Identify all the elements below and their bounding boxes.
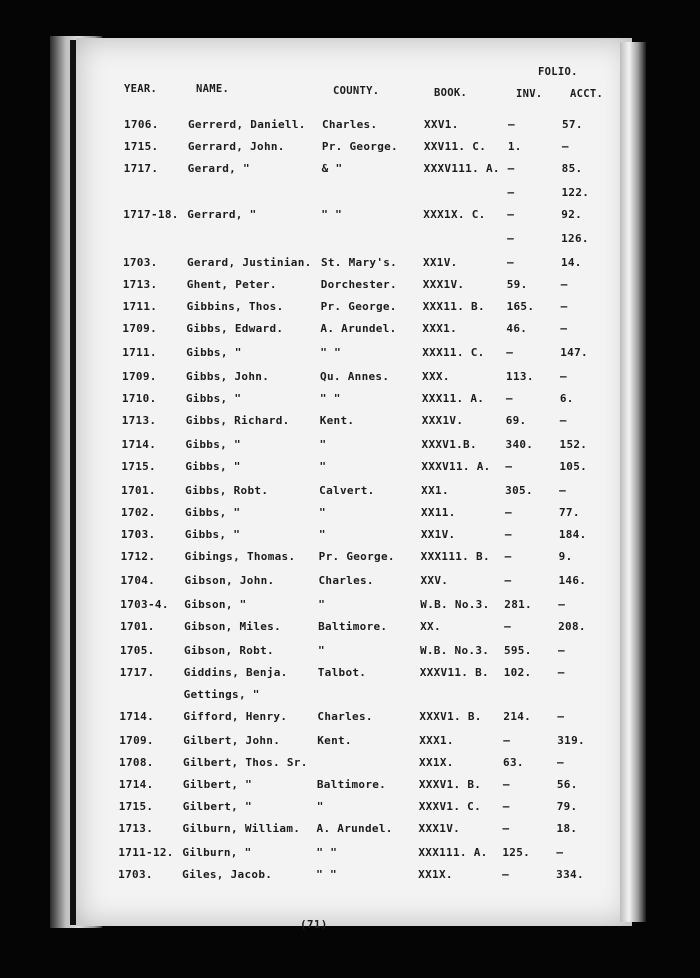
header-name: NAME. bbox=[196, 83, 230, 95]
cell-book: XX. bbox=[420, 620, 441, 633]
cell-acct: 77. bbox=[559, 506, 580, 519]
cell-county: Baltimore. bbox=[316, 778, 387, 791]
cell-inv: 63. bbox=[503, 756, 524, 769]
cell-year: 1706. bbox=[124, 118, 159, 131]
cell-year: 1703. bbox=[122, 256, 158, 269]
cell-county: " bbox=[319, 460, 327, 473]
cell-year: 1701. bbox=[120, 620, 155, 633]
cell-inv: 165. bbox=[506, 300, 535, 313]
cell-county: " bbox=[318, 598, 326, 611]
header-county: COUNTY. bbox=[333, 85, 380, 97]
cell-year: 1711. bbox=[122, 300, 158, 313]
cell-acct: 105. bbox=[559, 460, 588, 473]
cell-year: 1714. bbox=[119, 710, 155, 723]
cell-name: Gibbs, " bbox=[185, 506, 241, 519]
cell-acct: — bbox=[557, 644, 565, 657]
cell-acct: — bbox=[559, 484, 567, 497]
cell-acct: — bbox=[558, 598, 566, 611]
cell-book: XXX1. bbox=[419, 734, 454, 747]
cell-name: Gibbs, " bbox=[185, 460, 241, 473]
cell-name: Ghent, Peter. bbox=[186, 278, 277, 291]
cell-inv: 46. bbox=[506, 322, 528, 335]
cell-acct: — bbox=[557, 666, 565, 679]
cell-year: 1715. bbox=[121, 460, 156, 473]
cell-book: XXX111. A. bbox=[418, 846, 488, 859]
cell-name: Giles, Jacob. bbox=[182, 868, 273, 881]
cell-book: XXXV111. A. bbox=[423, 162, 500, 175]
cell-name: Gerard, Justinian. bbox=[186, 256, 312, 269]
cell-acct: 18. bbox=[556, 822, 578, 835]
cell-book: XX1V. bbox=[420, 528, 456, 541]
cell-year: 1717-18. bbox=[123, 208, 179, 221]
cell-book: XXX. bbox=[422, 370, 450, 383]
cell-county: " " bbox=[316, 846, 338, 859]
cell-name: Gibbs, Robt. bbox=[185, 484, 269, 497]
cell-year: 1703-4. bbox=[120, 598, 169, 611]
cell-inv: 59. bbox=[506, 278, 528, 291]
cell-book: W.B. No.3. bbox=[420, 598, 490, 611]
cell-acct: 334. bbox=[556, 868, 584, 881]
cell-name: Gerard, " bbox=[187, 162, 250, 175]
cell-acct: 146. bbox=[558, 574, 587, 587]
cell-year: 1715. bbox=[118, 800, 154, 813]
cell-book: XXX1. bbox=[422, 322, 458, 335]
cell-name: Gibbins, Thos. bbox=[186, 300, 284, 313]
cell-name: Giddins, Benja. bbox=[183, 666, 288, 679]
header-year: YEAR. bbox=[124, 83, 158, 95]
cell-inv: — bbox=[507, 232, 515, 245]
cell-name: Gerrard, John. bbox=[187, 140, 285, 153]
cell-book: XXXV1.B. bbox=[421, 438, 477, 451]
cell-book: XXX111. B. bbox=[420, 550, 490, 563]
page-number: (71) bbox=[300, 918, 328, 931]
cell-county: " bbox=[319, 506, 326, 519]
cell-book: XXX1X. C. bbox=[423, 208, 486, 221]
cell-county: St. Mary's. bbox=[320, 256, 398, 269]
cell-year: 1712. bbox=[120, 550, 156, 563]
cell-year: 1713. bbox=[118, 822, 154, 835]
cell-name: Gibbs, " bbox=[185, 392, 242, 405]
cell-name: Gilbert, " bbox=[182, 800, 252, 813]
cell-inv: 281. bbox=[504, 598, 532, 611]
cell-inv: 125. bbox=[502, 846, 531, 859]
cell-inv: 69. bbox=[505, 414, 527, 427]
cell-inv: — bbox=[506, 346, 514, 359]
cell-book: XXX1V. bbox=[418, 822, 461, 835]
cell-year: 1703. bbox=[118, 868, 153, 881]
cell-inv: 214. bbox=[503, 710, 532, 723]
cell-acct: 14. bbox=[560, 256, 582, 269]
cell-name: Gilburn, " bbox=[182, 846, 252, 859]
cell-inv: — bbox=[507, 186, 515, 199]
cell-book: XXXV1. C. bbox=[418, 800, 482, 813]
cell-acct: — bbox=[561, 140, 569, 153]
cell-name: Gibson, Robt. bbox=[183, 644, 274, 657]
cell-county: Kent. bbox=[319, 414, 355, 427]
cell-book: XXXV11. A. bbox=[421, 460, 491, 473]
cell-inv: 1. bbox=[507, 140, 522, 153]
cell-county: " bbox=[319, 438, 327, 451]
cell-inv: — bbox=[507, 208, 515, 221]
cell-inv: — bbox=[503, 734, 511, 747]
cell-acct: 122. bbox=[561, 186, 590, 199]
cell-acct: 184. bbox=[558, 528, 587, 541]
cell-year: 1704. bbox=[120, 574, 156, 587]
cell-book: XXV. bbox=[420, 574, 449, 587]
cell-county: Charles. bbox=[318, 574, 374, 587]
cell-name: Gibbs, " bbox=[185, 438, 241, 451]
cell-book: XXX11. C. bbox=[422, 346, 485, 359]
cell-name: Gibbs, " bbox=[186, 346, 242, 359]
cell-name: Gibbs, " bbox=[184, 528, 241, 541]
cell-county: " " bbox=[319, 392, 341, 405]
cell-year: 1709. bbox=[122, 322, 158, 335]
cell-year: 1713. bbox=[121, 414, 157, 427]
cell-name: Gerrerd, Daniell. bbox=[188, 118, 306, 131]
cell-inv: 340. bbox=[505, 438, 534, 451]
cell-inv: — bbox=[502, 822, 510, 835]
header-acct: ACCT. bbox=[570, 88, 604, 100]
cell-acct: — bbox=[557, 710, 565, 723]
cell-year: 1705. bbox=[119, 644, 155, 657]
cell-year: 1710. bbox=[121, 392, 157, 405]
cell-county: A. Arundel. bbox=[320, 322, 397, 335]
cell-county: " " bbox=[316, 868, 337, 881]
cell-name: Gettings, " bbox=[183, 688, 260, 701]
cell-year: 1714. bbox=[121, 438, 157, 451]
cell-name: Gibbs, Richard. bbox=[185, 414, 290, 427]
cell-county: " bbox=[318, 528, 326, 541]
cell-county: " " bbox=[320, 346, 342, 359]
cell-year: 1703. bbox=[120, 528, 156, 541]
cell-book: XXX11. A. bbox=[421, 392, 485, 405]
cell-name: Gibings, Thomas. bbox=[184, 550, 296, 563]
cell-book: XXX1V. bbox=[421, 414, 464, 427]
cell-acct: 6. bbox=[559, 392, 574, 405]
cell-book: XX1X. bbox=[418, 868, 453, 881]
cell-book: XX1X. bbox=[419, 756, 454, 769]
cell-year: 1708. bbox=[119, 756, 154, 769]
cell-acct: — bbox=[560, 370, 567, 383]
cell-year: 1711. bbox=[122, 346, 157, 359]
cell-name: Gibson, Miles. bbox=[184, 620, 282, 633]
cell-year: 1702. bbox=[121, 506, 156, 519]
cell-inv: — bbox=[504, 528, 512, 541]
cell-book: XXXV1. B. bbox=[419, 710, 482, 723]
cell-name: Gibbs, Edward. bbox=[186, 322, 284, 335]
cell-name: Gibbs, John. bbox=[186, 370, 270, 383]
cell-county: Kent. bbox=[317, 734, 352, 747]
cell-name: Gerrard, " bbox=[187, 208, 257, 221]
cell-acct: 9. bbox=[558, 550, 573, 563]
cell-book: W.B. No.3. bbox=[419, 644, 490, 657]
cell-county: " bbox=[316, 800, 324, 813]
cell-book: XXXV1. B. bbox=[418, 778, 482, 791]
cell-year: 1717. bbox=[123, 162, 159, 175]
cell-county: & " bbox=[321, 162, 343, 175]
cell-name: Gibson, " bbox=[184, 598, 247, 611]
cell-book: XX11. bbox=[421, 506, 456, 519]
cell-acct: 147. bbox=[560, 346, 588, 359]
cell-year: 1711-12. bbox=[118, 846, 174, 859]
cell-acct: 208. bbox=[558, 620, 586, 633]
cell-inv: — bbox=[502, 800, 510, 813]
cell-name: Gifford, Henry. bbox=[183, 710, 288, 723]
cell-county: Charles. bbox=[322, 118, 378, 131]
cell-book: XX1V. bbox=[422, 256, 458, 269]
cell-county: " " bbox=[321, 208, 343, 221]
cell-county: Dorchester. bbox=[320, 278, 397, 291]
cell-inv: — bbox=[502, 778, 510, 791]
cell-acct: 57. bbox=[562, 118, 583, 131]
cell-acct: 92. bbox=[561, 208, 583, 221]
cell-inv: — bbox=[502, 868, 510, 881]
cell-name: Gilbert, John. bbox=[183, 734, 281, 747]
cell-inv: — bbox=[504, 620, 512, 633]
cell-county: Qu. Annes. bbox=[320, 370, 390, 383]
cell-acct: — bbox=[559, 414, 567, 427]
cell-county: Baltimore. bbox=[318, 620, 388, 633]
cell-inv: — bbox=[505, 392, 513, 405]
cell-acct: 126. bbox=[561, 232, 589, 245]
cell-acct: 152. bbox=[559, 438, 588, 451]
cell-county: Pr. George. bbox=[321, 140, 398, 153]
cell-county: " bbox=[317, 644, 325, 657]
header-book: BOOK. bbox=[434, 87, 468, 99]
cell-inv: — bbox=[507, 162, 515, 175]
cell-acct: 85. bbox=[561, 162, 583, 175]
cell-inv: — bbox=[504, 574, 512, 587]
ledger-page bbox=[76, 38, 632, 926]
gutter-shadow bbox=[70, 40, 76, 925]
cell-name: Gilburn, William. bbox=[182, 822, 301, 835]
cell-book: XX1. bbox=[421, 484, 449, 497]
cell-year: 1701. bbox=[121, 484, 156, 497]
cell-inv: 113. bbox=[506, 370, 534, 383]
cell-county: Calvert. bbox=[319, 484, 375, 497]
header-inv: INV. bbox=[516, 88, 543, 100]
cell-inv: 305. bbox=[505, 484, 533, 497]
cell-inv: — bbox=[504, 550, 512, 563]
cell-acct: 56. bbox=[556, 778, 578, 791]
cell-acct: — bbox=[560, 278, 568, 291]
cell-inv: — bbox=[505, 506, 512, 519]
cell-name: Gilbert, Thos. Sr. bbox=[183, 756, 308, 769]
cell-year: 1709. bbox=[122, 370, 157, 383]
cell-name: Gibson, John. bbox=[184, 574, 275, 587]
cell-year: 1709. bbox=[119, 734, 154, 747]
cell-acct: — bbox=[560, 300, 568, 313]
cell-acct: — bbox=[557, 756, 564, 769]
cell-acct: — bbox=[560, 322, 568, 335]
cell-book: XXX11. B. bbox=[422, 300, 485, 313]
cell-county: Pr. George. bbox=[318, 550, 395, 563]
cell-inv: — bbox=[506, 256, 514, 269]
cell-acct: 319. bbox=[557, 734, 585, 747]
cell-year: 1713. bbox=[122, 278, 158, 291]
cell-year: 1714. bbox=[118, 778, 154, 791]
cell-acct: — bbox=[556, 846, 564, 859]
cell-inv: — bbox=[505, 460, 513, 473]
cell-county: A. Arundel. bbox=[316, 822, 393, 835]
cell-inv: — bbox=[508, 118, 515, 131]
cell-county: Pr. George. bbox=[320, 300, 397, 313]
header-folio: FOLIO. bbox=[538, 66, 578, 78]
cell-year: 1715. bbox=[123, 140, 159, 153]
cell-year: 1717. bbox=[119, 666, 155, 679]
cell-book: XXV1. bbox=[424, 118, 459, 131]
cell-name: Gilbert, " bbox=[182, 778, 253, 791]
cell-inv: 102. bbox=[503, 666, 532, 679]
cell-book: XXV11. C. bbox=[423, 140, 487, 153]
cell-county: Charles. bbox=[317, 710, 373, 723]
cell-book: XXX1V. bbox=[422, 278, 465, 291]
cell-acct: 79. bbox=[556, 800, 578, 813]
page-edge bbox=[620, 42, 646, 922]
cell-inv: 595. bbox=[503, 644, 532, 657]
cell-county: Talbot. bbox=[317, 666, 367, 679]
cell-book: XXXV11. B. bbox=[419, 666, 489, 679]
